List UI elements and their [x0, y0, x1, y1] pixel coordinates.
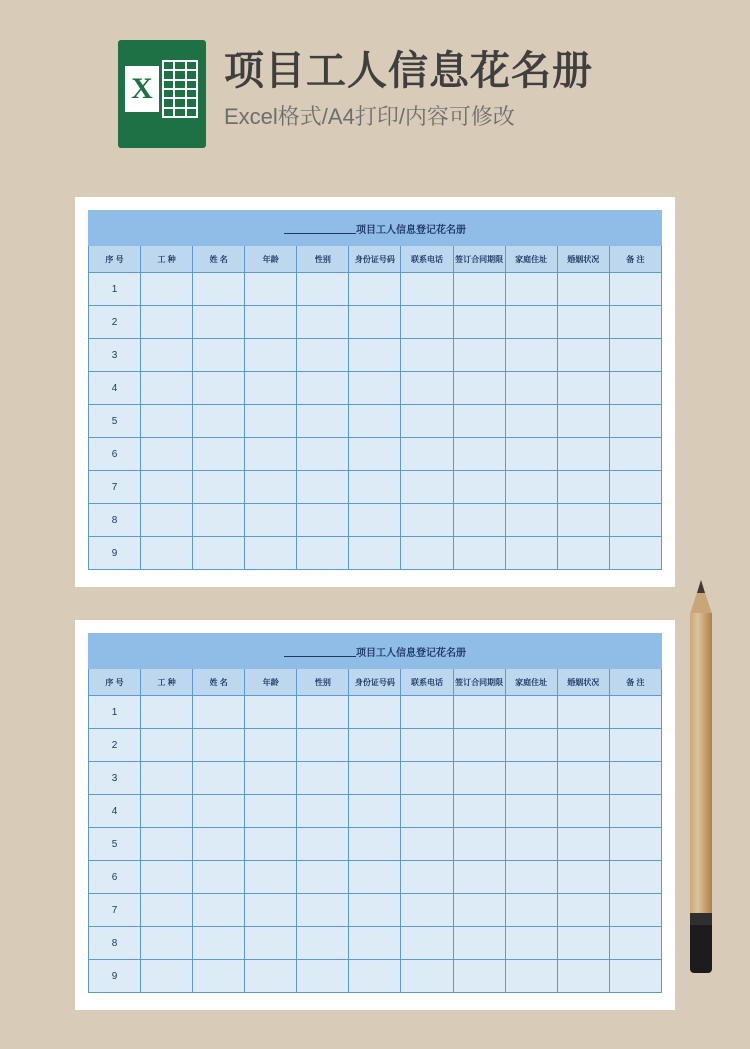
cell-contract[interactable]	[453, 960, 505, 993]
col-header-gender: 性别	[297, 246, 349, 273]
cell-name[interactable]	[193, 471, 245, 504]
cell-index[interactable]: 2	[89, 729, 141, 762]
cell-index[interactable]: 9	[89, 960, 141, 993]
cell-contract[interactable]	[453, 696, 505, 729]
cell-remark[interactable]	[609, 894, 661, 927]
cell-gender[interactable]	[297, 762, 349, 795]
document-title-cell	[89, 634, 662, 669]
cell-gender[interactable]	[297, 504, 349, 537]
cell-index[interactable]: 7	[89, 471, 141, 504]
table-row[interactable]	[89, 894, 662, 927]
table-row[interactable]	[89, 339, 662, 372]
cell-marital[interactable]	[557, 861, 609, 894]
cell-age[interactable]	[245, 504, 297, 537]
cell-contract[interactable]	[453, 306, 505, 339]
cell-name[interactable]	[193, 927, 245, 960]
table-row[interactable]	[89, 861, 662, 894]
cell-idnumber[interactable]	[349, 795, 401, 828]
pencil-lead	[697, 580, 705, 593]
col-header-index: 序 号	[89, 669, 141, 696]
col-header-phone: 联系电话	[401, 246, 453, 273]
cell-gender[interactable]	[297, 438, 349, 471]
cell-age[interactable]	[245, 438, 297, 471]
cell-age[interactable]	[245, 861, 297, 894]
cell-remark[interactable]	[609, 504, 661, 537]
cell-idnumber[interactable]	[349, 372, 401, 405]
cell-address[interactable]	[505, 795, 557, 828]
cell-index[interactable]: 3	[89, 339, 141, 372]
cell-contract[interactable]	[453, 405, 505, 438]
cell-index[interactable]: 2	[89, 306, 141, 339]
cell-remark[interactable]	[609, 339, 661, 372]
cell-marital[interactable]	[557, 537, 609, 570]
cell-phone[interactable]	[401, 762, 453, 795]
excel-logo-icon	[118, 40, 206, 148]
col-header-name: 姓 名	[193, 246, 245, 273]
cell-name[interactable]	[193, 828, 245, 861]
table-row[interactable]	[89, 438, 662, 471]
cell-remark[interactable]	[609, 861, 661, 894]
document-title-text: 项目工人信息登记花名册	[356, 647, 466, 659]
cell-marital[interactable]	[557, 894, 609, 927]
cell-name[interactable]	[193, 696, 245, 729]
col-header-contract: 签订合同期限	[453, 246, 505, 273]
cell-phone[interactable]	[401, 861, 453, 894]
col-header-marital: 婚姻状况	[557, 669, 609, 696]
cell-remark[interactable]	[609, 405, 661, 438]
cell-gender[interactable]	[297, 372, 349, 405]
cell-gender[interactable]	[297, 273, 349, 306]
cell-marital[interactable]	[557, 306, 609, 339]
document-title-cell	[89, 211, 662, 246]
cell-contract[interactable]	[453, 273, 505, 306]
col-header-phone: 联系电话	[401, 669, 453, 696]
col-header-age: 年龄	[245, 669, 297, 696]
cell-worktype[interactable]	[141, 372, 193, 405]
cell-age[interactable]	[245, 405, 297, 438]
table-body	[89, 273, 662, 570]
col-header-idnumber: 身份证号码	[349, 669, 401, 696]
cell-phone[interactable]	[401, 339, 453, 372]
cell-marital[interactable]	[557, 927, 609, 960]
cell-contract[interactable]	[453, 504, 505, 537]
cell-contract[interactable]	[453, 894, 505, 927]
cell-marital[interactable]	[557, 960, 609, 993]
cell-name[interactable]	[193, 339, 245, 372]
table-row[interactable]	[89, 273, 662, 306]
cell-age[interactable]	[245, 372, 297, 405]
pencil-ferrule	[690, 913, 712, 925]
cell-idnumber[interactable]	[349, 861, 401, 894]
cell-name[interactable]	[193, 537, 245, 570]
cell-remark[interactable]	[609, 471, 661, 504]
cell-idnumber[interactable]	[349, 438, 401, 471]
cell-marital[interactable]	[557, 405, 609, 438]
worksheet-preview-2[interactable]	[75, 620, 675, 1010]
cell-idnumber[interactable]	[349, 927, 401, 960]
cell-gender[interactable]	[297, 405, 349, 438]
table-row[interactable]	[89, 960, 662, 993]
table-row[interactable]	[89, 471, 662, 504]
cell-idnumber[interactable]	[349, 696, 401, 729]
cell-phone[interactable]	[401, 372, 453, 405]
cell-phone[interactable]	[401, 927, 453, 960]
cell-name[interactable]	[193, 960, 245, 993]
cell-worktype[interactable]	[141, 696, 193, 729]
cell-address[interactable]	[505, 696, 557, 729]
cell-worktype[interactable]	[141, 861, 193, 894]
cell-idnumber[interactable]	[349, 894, 401, 927]
cell-age[interactable]	[245, 762, 297, 795]
cell-worktype[interactable]	[141, 894, 193, 927]
title-blank-line	[284, 222, 356, 234]
cell-address[interactable]	[505, 471, 557, 504]
cell-address[interactable]	[505, 438, 557, 471]
cell-address[interactable]	[505, 861, 557, 894]
cell-gender[interactable]	[297, 828, 349, 861]
cell-worktype[interactable]	[141, 795, 193, 828]
cell-contract[interactable]	[453, 372, 505, 405]
cell-address[interactable]	[505, 372, 557, 405]
header-text-block	[224, 40, 593, 134]
cell-contract[interactable]	[453, 861, 505, 894]
cell-index[interactable]: 6	[89, 861, 141, 894]
cell-name[interactable]	[193, 306, 245, 339]
cell-phone[interactable]	[401, 795, 453, 828]
cell-worktype[interactable]	[141, 762, 193, 795]
cell-gender[interactable]	[297, 339, 349, 372]
cell-worktype[interactable]	[141, 306, 193, 339]
cell-remark[interactable]	[609, 729, 661, 762]
table-row[interactable]	[89, 504, 662, 537]
cell-gender[interactable]	[297, 960, 349, 993]
cell-worktype[interactable]	[141, 273, 193, 306]
table-row[interactable]	[89, 372, 662, 405]
cell-address[interactable]	[505, 927, 557, 960]
worksheet-preview-1[interactable]	[75, 197, 675, 587]
cell-worktype[interactable]	[141, 537, 193, 570]
cell-contract[interactable]	[453, 339, 505, 372]
cell-contract[interactable]	[453, 927, 505, 960]
col-header-contract: 签订合同期限	[453, 669, 505, 696]
cell-age[interactable]	[245, 894, 297, 927]
col-header-marital: 婚姻状况	[557, 246, 609, 273]
excel-logo-grid	[162, 60, 198, 118]
col-header-remark: 备 注	[609, 246, 661, 273]
cell-contract[interactable]	[453, 795, 505, 828]
cell-contract[interactable]	[453, 828, 505, 861]
cell-worktype[interactable]	[141, 960, 193, 993]
cell-gender[interactable]	[297, 729, 349, 762]
cell-worktype[interactable]	[141, 504, 193, 537]
table-row[interactable]	[89, 537, 662, 570]
cell-name[interactable]	[193, 729, 245, 762]
cell-contract[interactable]	[453, 537, 505, 570]
cell-contract[interactable]	[453, 438, 505, 471]
cell-index[interactable]: 3	[89, 762, 141, 795]
cell-index[interactable]: 7	[89, 894, 141, 927]
cell-index[interactable]: 4	[89, 795, 141, 828]
cell-phone[interactable]	[401, 471, 453, 504]
cell-phone[interactable]	[401, 894, 453, 927]
table-row[interactable]	[89, 762, 662, 795]
cell-address[interactable]	[505, 537, 557, 570]
table-row[interactable]	[89, 927, 662, 960]
cell-name[interactable]	[193, 762, 245, 795]
cell-age[interactable]	[245, 795, 297, 828]
cell-contract[interactable]	[453, 471, 505, 504]
table-header-row	[89, 246, 662, 273]
cell-phone[interactable]	[401, 405, 453, 438]
cell-index[interactable]: 9	[89, 537, 141, 570]
table-row[interactable]	[89, 405, 662, 438]
cell-marital[interactable]	[557, 795, 609, 828]
cell-age[interactable]	[245, 273, 297, 306]
cell-idnumber[interactable]	[349, 960, 401, 993]
pencil-body	[690, 613, 712, 913]
cell-address[interactable]	[505, 405, 557, 438]
cell-idnumber[interactable]	[349, 537, 401, 570]
pencil-eraser	[690, 925, 712, 973]
cell-phone[interactable]	[401, 828, 453, 861]
cell-phone[interactable]	[401, 696, 453, 729]
cell-index[interactable]: 6	[89, 438, 141, 471]
cell-remark[interactable]	[609, 828, 661, 861]
cell-idnumber[interactable]	[349, 729, 401, 762]
cell-age[interactable]	[245, 696, 297, 729]
cell-index[interactable]: 4	[89, 372, 141, 405]
cell-phone[interactable]	[401, 537, 453, 570]
roster-table	[88, 210, 662, 570]
cell-idnumber[interactable]	[349, 828, 401, 861]
cell-idnumber[interactable]	[349, 762, 401, 795]
table-row[interactable]	[89, 306, 662, 339]
cell-marital[interactable]	[557, 438, 609, 471]
col-header-name: 姓 名	[193, 669, 245, 696]
table-header-row	[89, 669, 662, 696]
document-title-text: 项目工人信息登记花名册	[356, 224, 466, 236]
cell-name[interactable]	[193, 861, 245, 894]
cell-name[interactable]	[193, 273, 245, 306]
cell-marital[interactable]	[557, 504, 609, 537]
col-header-index: 序 号	[89, 246, 141, 273]
cell-phone[interactable]	[401, 306, 453, 339]
cell-idnumber[interactable]	[349, 504, 401, 537]
cell-gender[interactable]	[297, 537, 349, 570]
cell-remark[interactable]	[609, 372, 661, 405]
cell-idnumber[interactable]	[349, 306, 401, 339]
cell-name[interactable]	[193, 405, 245, 438]
col-header-gender: 性别	[297, 669, 349, 696]
cell-name[interactable]	[193, 372, 245, 405]
cell-worktype[interactable]	[141, 927, 193, 960]
cell-address[interactable]	[505, 306, 557, 339]
cell-marital[interactable]	[557, 729, 609, 762]
cell-address[interactable]	[505, 762, 557, 795]
cell-remark[interactable]	[609, 273, 661, 306]
cell-idnumber[interactable]	[349, 339, 401, 372]
cell-age[interactable]	[245, 960, 297, 993]
cell-worktype[interactable]	[141, 729, 193, 762]
table-body	[89, 696, 662, 993]
cell-index[interactable]: 5	[89, 405, 141, 438]
col-header-age: 年龄	[245, 246, 297, 273]
table-row[interactable]	[89, 795, 662, 828]
cell-idnumber[interactable]	[349, 471, 401, 504]
table-row[interactable]	[89, 828, 662, 861]
table-row[interactable]	[89, 696, 662, 729]
cell-gender[interactable]	[297, 696, 349, 729]
cell-remark[interactable]	[609, 762, 661, 795]
cell-index[interactable]: 8	[89, 504, 141, 537]
cell-marital[interactable]	[557, 273, 609, 306]
col-header-address: 家庭住址	[505, 246, 557, 273]
title-blank-line	[284, 645, 356, 657]
page-header	[0, 40, 750, 155]
cell-index[interactable]: 5	[89, 828, 141, 861]
excel-logo-letter: X	[125, 66, 159, 112]
page-subtitle: Excel格式/A4打印/内容可修改	[224, 104, 515, 129]
cell-age[interactable]	[245, 729, 297, 762]
cell-worktype[interactable]	[141, 471, 193, 504]
cell-name[interactable]	[193, 438, 245, 471]
cell-index[interactable]: 1	[89, 696, 141, 729]
cell-index[interactable]: 8	[89, 927, 141, 960]
cell-age[interactable]	[245, 828, 297, 861]
cell-remark[interactable]	[609, 960, 661, 993]
cell-age[interactable]	[245, 471, 297, 504]
cell-remark[interactable]	[609, 927, 661, 960]
cell-contract[interactable]	[453, 729, 505, 762]
col-header-address: 家庭住址	[505, 669, 557, 696]
cell-address[interactable]	[505, 729, 557, 762]
cell-gender[interactable]	[297, 306, 349, 339]
cell-marital[interactable]	[557, 828, 609, 861]
cell-remark[interactable]	[609, 696, 661, 729]
cell-name[interactable]	[193, 795, 245, 828]
cell-phone[interactable]	[401, 960, 453, 993]
cell-worktype[interactable]	[141, 828, 193, 861]
cell-phone[interactable]	[401, 273, 453, 306]
cell-worktype[interactable]	[141, 339, 193, 372]
pencil-icon	[690, 580, 712, 980]
cell-marital[interactable]	[557, 696, 609, 729]
cell-marital[interactable]	[557, 372, 609, 405]
cell-age[interactable]	[245, 537, 297, 570]
cell-address[interactable]	[505, 894, 557, 927]
cell-marital[interactable]	[557, 339, 609, 372]
cell-idnumber[interactable]	[349, 273, 401, 306]
cell-phone[interactable]	[401, 438, 453, 471]
cell-address[interactable]	[505, 339, 557, 372]
col-header-worktype: 工 种	[141, 246, 193, 273]
cell-remark[interactable]	[609, 438, 661, 471]
cell-address[interactable]	[505, 828, 557, 861]
cell-name[interactable]	[193, 504, 245, 537]
cell-gender[interactable]	[297, 795, 349, 828]
cell-gender[interactable]	[297, 894, 349, 927]
roster-table	[88, 633, 662, 993]
cell-address[interactable]	[505, 960, 557, 993]
cell-contract[interactable]	[453, 762, 505, 795]
cell-worktype[interactable]	[141, 405, 193, 438]
cell-address[interactable]	[505, 504, 557, 537]
cell-index[interactable]: 1	[89, 273, 141, 306]
cell-phone[interactable]	[401, 729, 453, 762]
cell-remark[interactable]	[609, 795, 661, 828]
page-title: 项目工人信息花名册	[224, 49, 593, 93]
table-row[interactable]	[89, 729, 662, 762]
cell-gender[interactable]	[297, 471, 349, 504]
cell-phone[interactable]	[401, 504, 453, 537]
cell-age[interactable]	[245, 339, 297, 372]
cell-remark[interactable]	[609, 537, 661, 570]
cell-remark[interactable]	[609, 306, 661, 339]
col-header-remark: 备 注	[609, 669, 661, 696]
cell-name[interactable]	[193, 894, 245, 927]
cell-marital[interactable]	[557, 471, 609, 504]
cell-address[interactable]	[505, 273, 557, 306]
cell-age[interactable]	[245, 306, 297, 339]
col-header-worktype: 工 种	[141, 669, 193, 696]
cell-idnumber[interactable]	[349, 405, 401, 438]
cell-age[interactable]	[245, 927, 297, 960]
cell-gender[interactable]	[297, 861, 349, 894]
cell-marital[interactable]	[557, 762, 609, 795]
cell-gender[interactable]	[297, 927, 349, 960]
col-header-idnumber: 身份证号码	[349, 246, 401, 273]
cell-worktype[interactable]	[141, 438, 193, 471]
